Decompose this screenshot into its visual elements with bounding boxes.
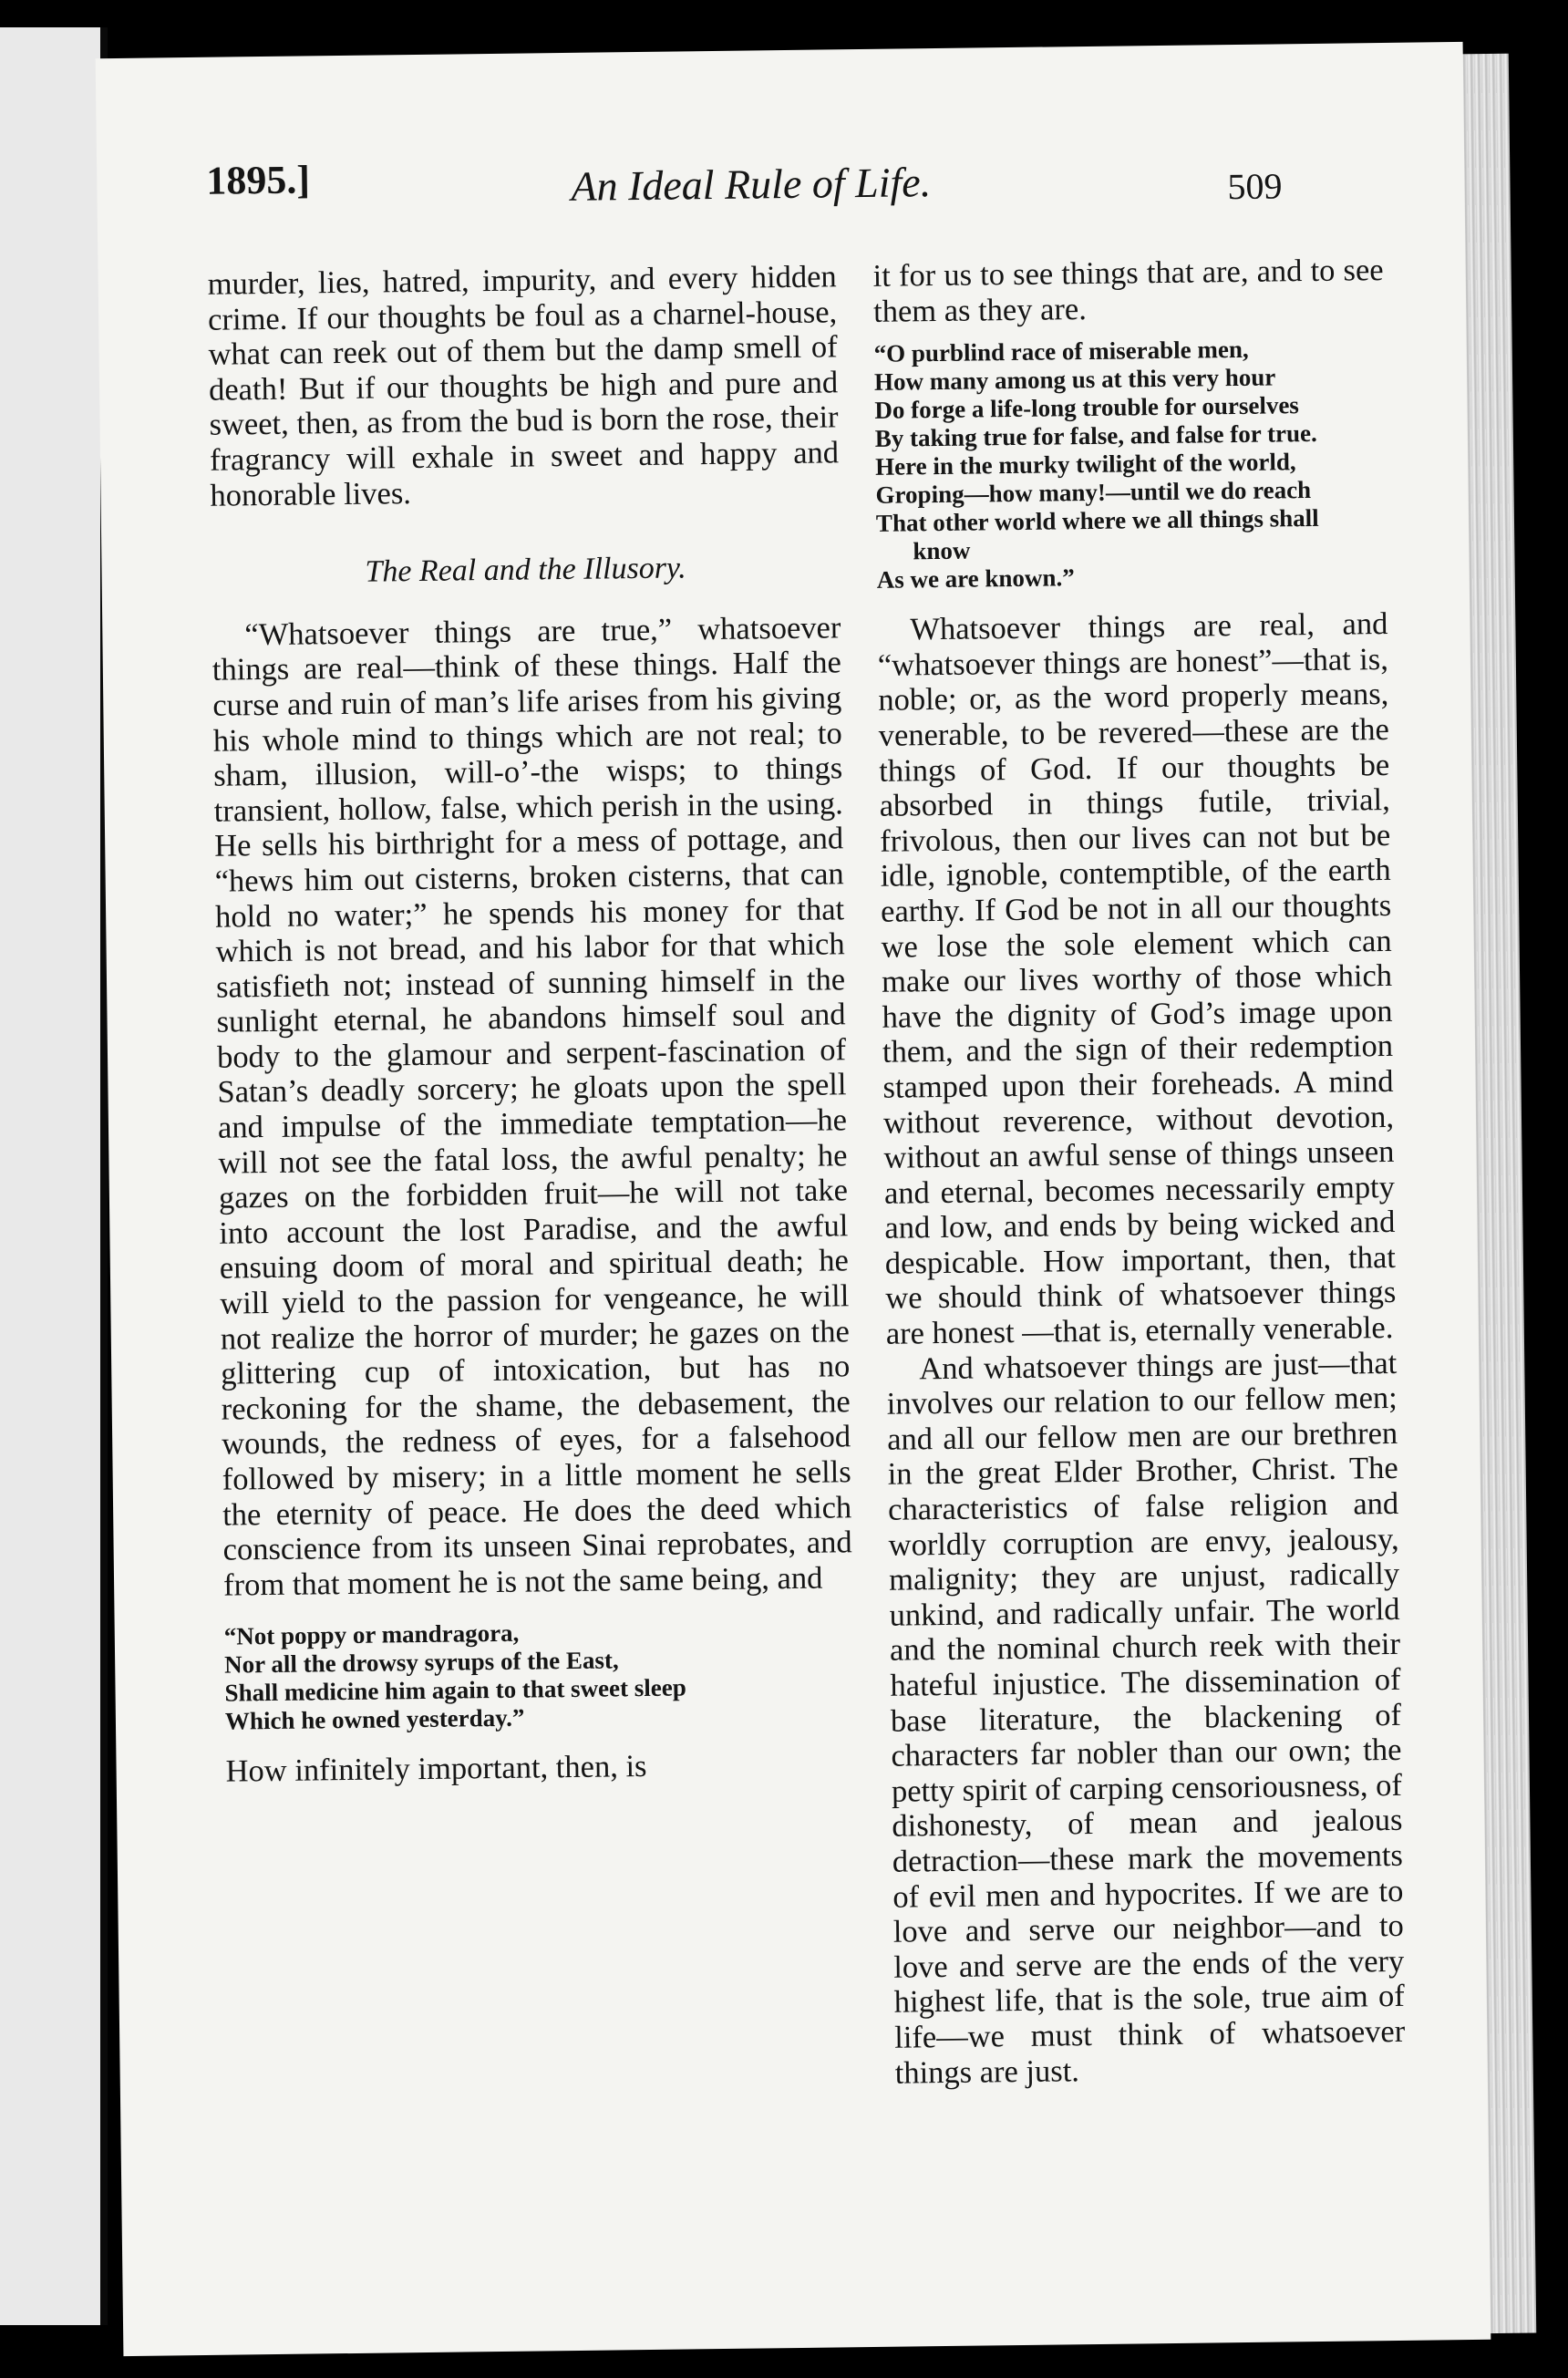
paragraph: Whatsoever things are real, and “whatsoever things are honest”—that is, noble; or, as the word properly means, venerable, to be revered—these are the things of God. If our thoughts be absorbed in things futile, trivial, frivolous, then our lives can not but be idle, ignoble, contemptible, of the earth earthy. If God be not in all our thoughts we lose the sole element which can make our lives worthy of those which have the dignity of God’s image upon them, and the sign of their redemption stamped upon their foreheads. A mind without reverence, without devotion, without an awful sense of things unseen and eternal, becomes necessarily empty and low, and ends by being wicked and despicable. How important, then, that we should think of whatsoever things are honest —that is, eternally venerable. <box>877 606 1397 1351</box>
page-title: An Ideal Rule of Life. <box>571 159 932 210</box>
verse-line: Which he owned yesterday.” <box>224 1704 525 1736</box>
verse-quote <box>224 1616 854 1736</box>
verse-line: By taking true for false, and false for true. <box>874 419 1317 453</box>
verse-line: How many among us at this very hour <box>873 363 1276 397</box>
page-number: 509 <box>1227 165 1283 208</box>
verse-line: That other world where we all things shall <box>875 504 1319 538</box>
verse-line: “Not poppy or mandragora, <box>223 1619 520 1651</box>
verse-line: Do forge a life-long trouble for ourselves <box>874 391 1300 425</box>
section-heading: The Real and the Illusory. <box>365 551 686 589</box>
paragraph: How infinitely important, then, is <box>225 1749 647 1790</box>
verse-quote <box>873 334 1387 594</box>
verse-line: As we are known.” <box>876 563 1075 594</box>
paragraph: “Whatsoever things are true,” whatsoever things are real—think of these things. Half the curse and ruin of man’s life arises from his giving his whole mind to things which are not real; to sham, illusion, will-o’-the wisps; to things transient, hollow, false, which perish in the using. He sells his birthright for a mess of pottage, and “hews him out cisterns, broken cisterns, that can hold no water;” he spends his money for that which is not bread, and his labor for that which satisfieth not; instead of sunning himself in the sunlight eternal, he abandons himself soul and body to the glamour and serpent-fascination of Satan’s deadly sorcery; he gloats upon the spell and impulse of the immediate temptation—he will not see the fatal loss, the awful penalty; he gazes on the forbidden fruit—he will not take into account the lost Paradise, and the awful ensuing doom of moral and spiritual death; he will yield to the passion for vengeance, he will not realize the horror of murder; he gazes on the glittering cup of intoxication, but has no reckoning for the shame, the debasement, the wounds, the redness of eyes, for a falsehood followed by misery; in a little moment he sells the eternity of peace. He does the deed which conscience from its unseen Sinai reprobates, and from that moment he is not the same being, and <box>211 610 852 1603</box>
paragraph: And whatsoever things are just—that involves our relation to our fellow men; and all our fellow men are our brethren in the great Elder Brother, Christ. The characteristics of false religion and worldly corruption are envy, jealousy, malignity; they are unjust, radically unkind, and radically unfair. The world and the nominal church reek with their hateful injustice. The dissemination of base literature, the blackening of characters far nobler than our own; the petty spirit of carping censoriousness, of dishonesty, of mean and jealous detraction—these mark the movements of evil men and hypocrites. If we are to love and serve our neighbor—and to love and serve are the ends of the very highest life, that is the sole, true aim of life—we must think of whatsoever things are just. <box>886 1345 1406 2091</box>
left-page-edge <box>0 27 108 2325</box>
verse-line: Here in the murky twilight of the world, <box>875 448 1296 481</box>
book-page <box>96 42 1491 2356</box>
paragraph: murder, lies, hatred, impurity, and every hidden crime. If our thoughts be foul as a charnel-house, what can reek out of them but the damp smell of death! But if our thoughts be high and pure and sweet, then, as from the bud is born the rose, their fragrancy will exhale in sweet and happy and honorable lives. <box>207 259 840 513</box>
verse-line: Groping—how many!—until we do reach <box>875 476 1312 510</box>
right-column <box>872 253 1406 2091</box>
year-label: 1895.] <box>206 157 311 203</box>
verse-line: Nor all the drowsy syrups of the East, <box>224 1646 619 1680</box>
paragraph: it for us to see things that are, and to see them as they are. <box>872 253 1384 329</box>
verse-line: “O purblind race of miserable men, <box>873 336 1249 368</box>
left-column <box>207 259 854 1789</box>
running-head <box>97 106 1465 210</box>
verse-line: know <box>913 536 971 565</box>
verse-line: Shall medicine him again to that sweet sleep <box>224 1673 686 1708</box>
